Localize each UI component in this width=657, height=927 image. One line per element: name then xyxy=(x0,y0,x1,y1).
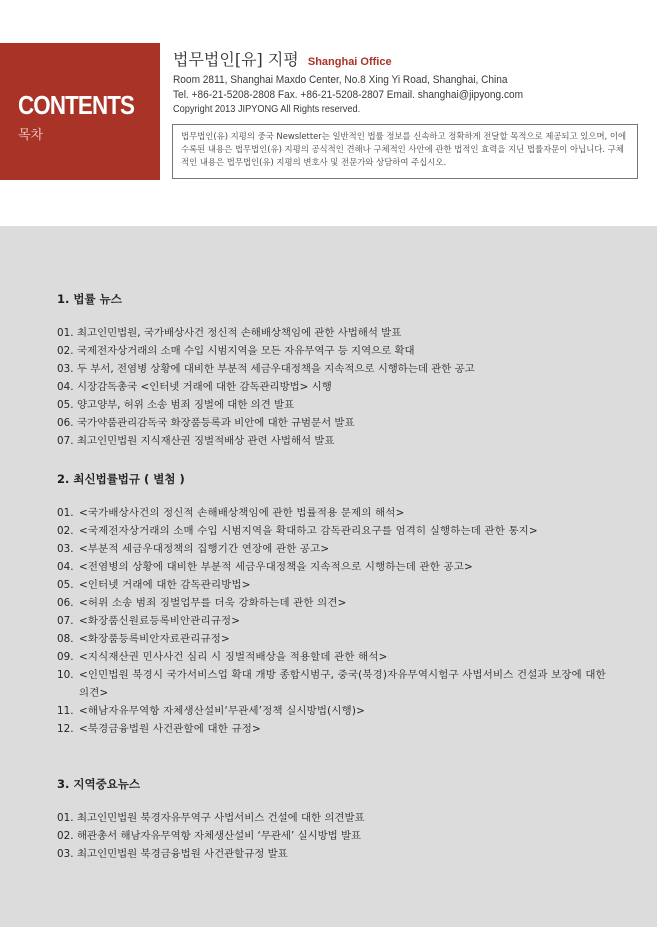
item-title: 해관총서 해남자유무역항 자체생산설비 ‘무관세’ 실시방법 발표 xyxy=(77,830,362,842)
item-number: 03. xyxy=(57,363,74,375)
item-number: 04. xyxy=(57,561,74,573)
section-legal-news xyxy=(57,291,617,450)
section-latest-laws xyxy=(57,471,617,738)
item-title: 시장감독총국 <인터넷 거래에 대한 감독관리방법> 시행 xyxy=(77,381,332,393)
item-title: 국가약품관리감독국 화장품등록과 비안에 대한 규범문서 발표 xyxy=(77,417,355,429)
list-item[interactable] xyxy=(57,432,617,450)
item-number: 01. xyxy=(57,507,74,519)
section-heading: 3. 지역중요뉴스 xyxy=(57,777,141,791)
header-area xyxy=(0,0,657,226)
item-number: 07. xyxy=(57,615,74,627)
item-number: 04. xyxy=(57,381,74,393)
office-name: Shanghai Office xyxy=(307,56,392,68)
item-title: <해남자유무역항 자체생산설비‘무관세’정책 실시방법(시행)> xyxy=(79,705,366,717)
section-heading: 1. 법률 뉴스 xyxy=(57,292,122,306)
item-number: 11. xyxy=(57,705,74,717)
item-number: 01. xyxy=(57,812,74,824)
item-number: 01. xyxy=(57,327,74,339)
list-item[interactable] xyxy=(57,378,617,396)
list-item[interactable] xyxy=(57,845,617,863)
item-number: 06. xyxy=(57,597,74,609)
item-number: 05. xyxy=(57,579,74,591)
firm-title xyxy=(173,47,392,70)
list-item[interactable] xyxy=(57,666,617,702)
list-item[interactable] xyxy=(57,612,617,630)
disclaimer-box xyxy=(172,124,638,179)
list-item[interactable] xyxy=(57,504,617,522)
list-item[interactable] xyxy=(57,342,617,360)
item-title: <지식재산권 민사사건 심리 시 징벌적배상을 적용할데 관한 해석> xyxy=(79,651,388,663)
contents-title: CONTENTS xyxy=(18,90,135,120)
disclaimer-text: 법무법인(유) 지평의 중국 Newsletter는 일반적인 법률 정보를 신속하고 정확하게 전달할 목적으로 제공되고 있으며, 이에 수록된 내용은 법무법인(유) 지평의 공식적인 견해나 구체적인 사안에 관한 법적인 효력을 지닌 법률자문이 아닙니다. 구체적인 내용은 법무법인(유) 지평의 변호사 및 전문가와 상담하여 주십시오. xyxy=(181,131,627,167)
firm-name: 법무법인[유] 지평 xyxy=(173,50,299,69)
item-list xyxy=(57,324,617,450)
list-item[interactable] xyxy=(57,540,617,558)
list-item[interactable] xyxy=(57,324,617,342)
item-title: 최고인민법원 북경자유무역구 사법서비스 건설에 대한 의견발표 xyxy=(77,812,365,824)
copyright: Copyright 2013 JIPYONG All Rights reserved. xyxy=(173,104,361,115)
item-number: 02. xyxy=(57,830,74,842)
list-item[interactable] xyxy=(57,396,617,414)
item-title: <인터넷 거래에 대한 감독관리방법> xyxy=(79,579,251,591)
list-item[interactable] xyxy=(57,558,617,576)
item-title: <국가배상사건의 정신적 손해배상책임에 관한 법률적용 문제의 해석> xyxy=(79,507,405,519)
list-item[interactable] xyxy=(57,360,617,378)
item-title: <부분적 세금우대정책의 집행기간 연장에 관한 공고> xyxy=(79,543,330,555)
item-number: 08. xyxy=(57,633,74,645)
item-title: 최고인민법원 지식재산권 징벌적배상 관련 사법해석 발표 xyxy=(77,435,335,447)
list-item[interactable] xyxy=(57,809,617,827)
item-number: 03. xyxy=(57,543,74,555)
item-title: <전염병의 상황에 대비한 부분적 세금우대정책을 지속적으로 시행하는데 관한 공고> xyxy=(79,561,473,573)
item-number: 07. xyxy=(57,435,74,447)
list-item[interactable] xyxy=(57,594,617,612)
item-title: 양고양부, 허위 소송 범죄 징벌에 대한 의견 발표 xyxy=(77,399,295,411)
item-number: 03. xyxy=(57,848,74,860)
item-number: 02. xyxy=(57,525,74,537)
item-number: 10. xyxy=(57,669,74,681)
item-list xyxy=(57,504,617,738)
section-heading: 2. 최신법률법규 ( 별첨 ) xyxy=(57,472,185,486)
item-title: 국제전자상거래의 소매 수입 시범지역을 모든 자유무역구 등 지역으로 확대 xyxy=(77,345,415,357)
item-title: <화장품신원료등록비안관리규정> xyxy=(79,615,241,627)
item-list xyxy=(57,809,617,863)
item-number: 12. xyxy=(57,723,74,735)
contact-info: Tel. +86-21-5208-2808 Fax. +86-21-5208-2807 Email. shanghai@jipyong.com xyxy=(173,89,524,101)
item-number: 05. xyxy=(57,399,74,411)
item-number: 02. xyxy=(57,345,74,357)
item-number: 06. xyxy=(57,417,74,429)
item-title: 최고인민법원, 국가배상사건 정신적 손해배상책임에 관한 사법해석 발표 xyxy=(77,327,402,339)
list-item[interactable] xyxy=(57,702,617,720)
item-title: <화장품등록비안자료관리규정> xyxy=(79,633,230,645)
list-item[interactable] xyxy=(57,522,617,540)
list-item[interactable] xyxy=(57,827,617,845)
item-title: <국제전자상거래의 소매 수입 시범지역을 확대하고 감독관리요구를 엄격히 실행하는데 관한 통지> xyxy=(79,525,538,537)
item-title: 최고인민법원 북경금융법원 사건관할규정 발표 xyxy=(77,848,288,860)
item-title: <인민법원 북경시 국가서비스업 확대 개방 종합시범구, 중국(북경)자유무역시험구 사법서비스 건설과 보장에 대한 의견> xyxy=(79,669,606,699)
list-item[interactable] xyxy=(57,576,617,594)
item-title: <허위 소송 범죄 징벌업무를 더욱 강화하는데 관한 의견> xyxy=(79,597,347,609)
item-title: <북경금융법원 사건관할에 대한 규정> xyxy=(79,723,261,735)
list-item[interactable] xyxy=(57,648,617,666)
item-title: 두 부서, 전염병 상황에 대비한 부분적 세금우대정책을 지속적으로 시행하는데 관한 공고 xyxy=(77,363,475,375)
item-number: 09. xyxy=(57,651,74,663)
list-item[interactable] xyxy=(57,720,617,738)
contents-subtitle: 목차 xyxy=(18,128,44,143)
address: Room 2811, Shanghai Maxdo Center, No.8 Xing Yi Road, Shanghai, China xyxy=(173,74,508,86)
section-regional-news xyxy=(57,776,617,863)
list-item[interactable] xyxy=(57,414,617,432)
list-item[interactable] xyxy=(57,630,617,648)
